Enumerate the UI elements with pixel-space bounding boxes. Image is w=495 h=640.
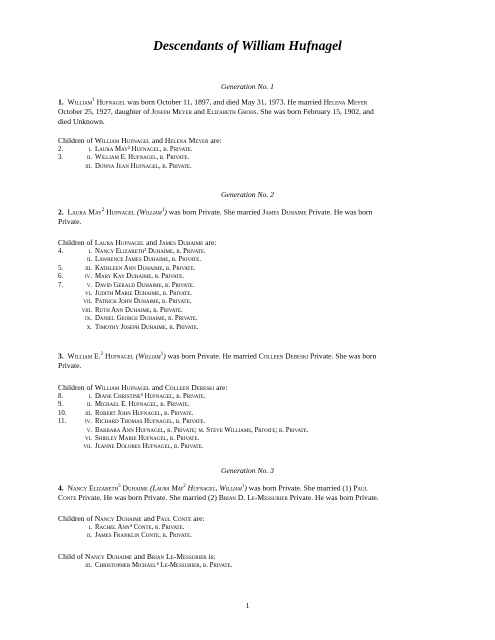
list-item: [58, 298, 453, 306]
children-list-3: [58, 393, 453, 452]
roman-numeral: iii.: [85, 409, 92, 417]
roman-numeral: iv.: [85, 273, 92, 281]
list-item: [58, 418, 453, 426]
roman-numeral: ii.: [86, 154, 92, 162]
child-entry: David Gerald Duhaime, b. Private.: [95, 281, 195, 289]
list-item: [58, 393, 453, 401]
generation-heading-3: Generation No. 3: [221, 466, 274, 475]
children-list-4: [58, 524, 453, 541]
child-entry: Laura May² Hufnagel, b. Private.: [95, 146, 193, 153]
roman-numeral: vi.: [85, 434, 92, 442]
list-item: [58, 443, 453, 451]
list-item: [58, 324, 453, 332]
person-number: 6.: [58, 273, 64, 281]
roman-numeral: ii.: [86, 532, 92, 540]
roman-numeral: v.: [86, 426, 92, 434]
list-item: [58, 410, 453, 418]
list-item: [58, 427, 453, 435]
list-item: [58, 256, 453, 264]
children-heading-4: Children of Nancy Duhaime and Paul Conte are:: [58, 514, 205, 523]
list-item: [58, 532, 453, 540]
child-entry: Timothy Joseph Duhaime, b. Private.: [95, 323, 199, 331]
roman-numeral: vi.: [85, 289, 92, 297]
child-entry: Richard Thomas Hufnagel, b. Private.: [95, 418, 206, 426]
person-number: 9.: [58, 401, 64, 409]
roman-numeral: i.: [88, 248, 92, 255]
list-item: [58, 273, 453, 281]
children-heading-5: Child of Nancy Duhaime and Brian Le-Messurier is:: [58, 552, 216, 561]
entry-1: 1. William$^1$ Hufnagel was born October 11, 1897, and died May 31, 1973. He married Helena Meyer October 25, 1927, daughter of Joseph Meyer and Elizabeth Grohs. She was born February 15, 1902, and died Unknown.: [58, 97, 374, 126]
roman-numeral: iii.: [85, 162, 92, 170]
entry-number: 1.: [58, 97, 64, 107]
list-item: [58, 315, 453, 323]
list-item: [58, 248, 453, 256]
child-entry: Christopher Michael⁴ Le-Messurier, b. Private.: [95, 562, 233, 569]
child-entry: Jeanne Dolores Hufnagel, b. Private.: [95, 443, 204, 451]
children-heading-1: Children of William Hufnagel and Helena Meyer are:: [58, 136, 222, 145]
generation-heading-2: Generation No. 2: [221, 190, 274, 199]
children-heading-2: Children of Laura Hufnagel and James Duhaime are:: [58, 238, 217, 247]
child-entry: Diane Christine³ Hufnagel, b. Private.: [95, 393, 206, 400]
list-item: [58, 290, 453, 298]
child-entry: Patrick John Duhaime, b. Private.: [95, 298, 192, 306]
list-item: [58, 163, 453, 171]
spouse-name: Helena Meyer: [323, 97, 368, 107]
roman-numeral: iii.: [85, 264, 92, 272]
person-surname: Hufnagel: [96, 97, 126, 107]
person-number: 10.: [58, 409, 67, 417]
list-item: [58, 146, 453, 154]
children-heading-3: Children of William Hufnagel and Colleen Debeski are:: [58, 383, 228, 392]
person-number: 2.: [58, 146, 64, 153]
page-number: 1: [245, 601, 250, 610]
person-number: 4.: [58, 248, 64, 255]
roman-numeral: x.: [86, 323, 92, 331]
roman-numeral: vii.: [83, 443, 92, 451]
roman-numeral: ii.: [86, 401, 92, 409]
list-item: [58, 307, 453, 315]
generation-heading-1: Generation No. 1: [221, 82, 274, 91]
child-entry: Ruth Ann Duhaime, b. Private.: [95, 306, 183, 314]
child-entry: Mary Kay Duhaime, b. Private.: [95, 273, 185, 281]
roman-numeral: v.: [86, 281, 92, 289]
roman-numeral: ix.: [85, 315, 92, 323]
children-list-1: [58, 146, 453, 171]
entry-2: 2. Laura May$^2$ Hufnagel (William$^1$) was born Private. She married James Duhaime Private. He was born Private.: [58, 207, 373, 227]
child-entry: Robert John Hufnagel, b. Private.: [95, 409, 194, 417]
list-item: [58, 435, 453, 443]
roman-numeral: viii.: [81, 306, 92, 314]
entry-4: 4. Nancy Elizabeth$^3$ Duhaime (Laura May$^2$ Hufnagel, William$^1$) was born Private. She married (1) Paul Conte Private. He was born Private. She married (2) Brian D. Le-Messurier Private. He was born Private.: [58, 483, 379, 503]
children-list-5: [58, 562, 453, 570]
roman-numeral: vii.: [83, 298, 92, 306]
roman-numeral: i.: [88, 146, 92, 153]
list-item: [58, 282, 453, 290]
child-entry: Daniel George Duhaime, b. Private.: [95, 315, 198, 323]
roman-numeral: i.: [88, 524, 92, 531]
child-entry: Michael E. Hufnagel, b. Private.: [95, 401, 190, 409]
child-entry: Donna Jean Hufnagel, b. Private.: [95, 162, 192, 170]
child-entry: Nancy Elizabeth³ Duhaime, b. Private.: [95, 248, 206, 255]
page-title: Descendants of William Hufnagel: [153, 38, 342, 53]
child-entry: Kathleen Ann Duhaime, b. Private.: [95, 264, 196, 272]
list-item: [58, 401, 453, 409]
person-number: 11.: [58, 418, 67, 426]
list-item: [58, 524, 453, 532]
child-entry: Barbara Ann Hufnagel, b. Private; m. Steve Williams, Private; b. Private.: [95, 426, 309, 434]
child-entry: Shirley Marie Hufnagel, b. Private.: [95, 434, 200, 442]
list-item: [58, 154, 453, 162]
child-entry: Lawrence James Duhaime, b. Private.: [95, 256, 202, 264]
child-entry: Rachel Ann⁴ Conte, b. Private.: [95, 524, 185, 531]
children-list-2: [58, 248, 453, 332]
roman-numeral: ii.: [86, 256, 92, 264]
child-entry: Judith Marie Duhaime, b. Private.: [95, 289, 192, 297]
child-entry: William E. Hufnagel, b. Private.: [95, 154, 190, 162]
person-number: 7.: [58, 281, 64, 289]
roman-numeral: iii.: [85, 562, 92, 569]
entry-3: 3. William E.$^2$ Hufnagel (William$^1$) was born Private. He married Colleen Debeski Private. She was born Private.: [58, 351, 377, 371]
roman-numeral: i.: [88, 393, 92, 400]
list-item: [58, 562, 453, 570]
list-item: [58, 265, 453, 273]
person-name: William: [67, 97, 93, 107]
roman-numeral: iv.: [85, 418, 92, 426]
person-number: 5.: [58, 264, 64, 272]
person-number: 3.: [58, 154, 64, 162]
person-number: 8.: [58, 393, 64, 400]
child-entry: James Franklin Conte, b. Private.: [95, 532, 192, 540]
